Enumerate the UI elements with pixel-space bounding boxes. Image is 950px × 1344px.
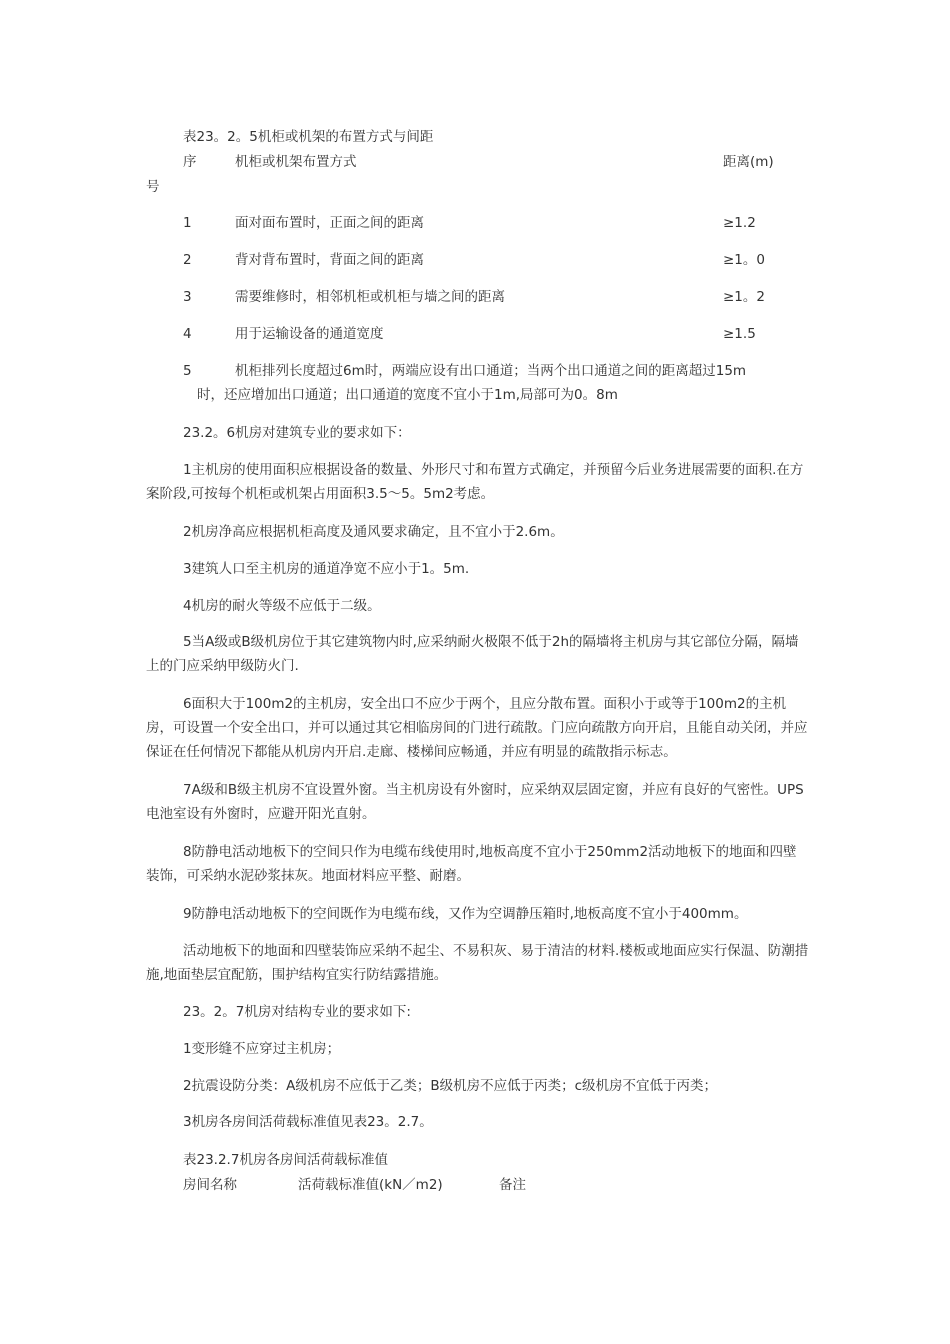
paragraph: 活动地板下的地面和四壁装饰应采纳不起尘、不易积灰、易于清洁的材料.楼板或地面应实行保温、防潮措施,地面垫层宜配筋，围护结构宜实行防结露措施。 xyxy=(146,943,809,983)
paragraph: 1变形缝不应穿过主机房； xyxy=(183,1041,341,1057)
table-row-seq: 3 xyxy=(183,289,192,305)
table-header-room: 房间名称 xyxy=(183,1177,237,1193)
section-heading: 23。2。7机房对结构专业的要求如下: xyxy=(183,1004,411,1020)
table-row-desc-cont: 时，还应增加出口通道；出口通道的宽度不宜小于1m,局部可为0。8m xyxy=(197,387,618,403)
table-row-dist: ≥1.5 xyxy=(723,326,756,342)
section-heading: 23.2。6机房对建筑专业的要求如下： xyxy=(183,425,411,441)
table-header-load: 活荷载标准值(kN／m2) xyxy=(298,1177,443,1193)
paragraph: 8防静电活动地板下的空间只作为电缆布线使用时,地板高度不宜小于250mm2活动地板下的地面和四壁装饰，可采纳水泥砂浆抹灰。地面材料应平整、耐磨。 xyxy=(146,844,797,884)
paragraph: 3机房各房间活荷载标准值见表23。2.7。 xyxy=(183,1114,433,1130)
paragraph: 2抗震设防分类：A级机房不应低于乙类；B级机房不应低于丙类；c级机房不宜低于丙类； xyxy=(183,1078,718,1094)
table-row-seq: 5 xyxy=(183,363,192,379)
table-header-seq: 序 xyxy=(183,154,197,170)
table-row-desc: 背对背布置时，背面之间的距离 xyxy=(235,252,424,268)
table-header-method: 机柜或机架布置方式 xyxy=(235,154,357,170)
table-row-dist: ≥1。2 xyxy=(723,289,765,305)
paragraph: 6面积大于100m2的主机房，安全出口不应少于两个，且应分散布置。面积小于或等于100m2的主机房，可设置一个安全出口，并可以通过其它相临房间的门进行疏散。门应向疏散方向开启，且能自动关闭，并应保证在任何情况下都能从机房内开启.走廊、楼梯间应畅通，并应有明显的疏散指示标志。 xyxy=(146,696,808,760)
table-row-desc: 用于运输设备的通道宽度 xyxy=(235,326,384,342)
table-row-seq: 2 xyxy=(183,252,192,268)
paragraph: 1主机房的使用面积应根据设备的数量、外形尺寸和布置方式确定，并预留今后业务进展需要的面积.在方案阶段,可按每个机柜或机架占用面积3.5～5。5m2考虑。 xyxy=(146,462,804,502)
paragraph: 2机房净高应根据机柜高度及通风要求确定，且不宜小于2.6m。 xyxy=(183,524,564,540)
paragraph: 3建筑人口至主机房的通道净宽不应小于1。5m. xyxy=(183,561,470,577)
table-row-desc: 机柜排列长度超过6m时，两端应设有出口通道；当两个出口通道之间的距离超过15m xyxy=(235,363,747,379)
table-row-desc: 面对面布置时，正面之间的距离 xyxy=(235,215,424,231)
table-row-seq: 1 xyxy=(183,215,192,231)
table-row-desc: 需要维修时，相邻机柜或机柜与墙之间的距离 xyxy=(235,289,505,305)
table-caption: 表23。2。5机柜或机架的布置方式与间距 xyxy=(183,129,434,145)
paragraph: 9防静电活动地板下的空间既作为电缆布线，又作为空调静压箱时,地板高度不宜小于400mm。 xyxy=(183,906,748,922)
paragraph: 7A级和B级主机房不宜设置外窗。当主机房设有外窗时，应采纳双层固定窗，并应有良好的气密性。UPS电池室设有外窗时，应避开阳光直射。 xyxy=(146,782,804,822)
table-row-seq: 4 xyxy=(183,326,192,342)
table-row-dist: ≥1。0 xyxy=(723,252,765,268)
table-caption: 表23.2.7机房各房间活荷载标准值 xyxy=(183,1152,388,1168)
table-header-remark: 备注 xyxy=(499,1177,526,1193)
table-header-distance: 距离(m) xyxy=(723,154,774,170)
paragraph: 4机房的耐火等级不应低于二级。 xyxy=(183,598,381,614)
table-header-seq-cont: 号 xyxy=(146,179,160,195)
table-row-dist: ≥1.2 xyxy=(723,215,756,231)
paragraph: 5当A级或B级机房位于其它建筑物内时,应采纳耐火极限不低于2h的隔墙将主机房与其它部位分隔，隔墙上的门应采纳甲级防火门. xyxy=(146,634,799,674)
